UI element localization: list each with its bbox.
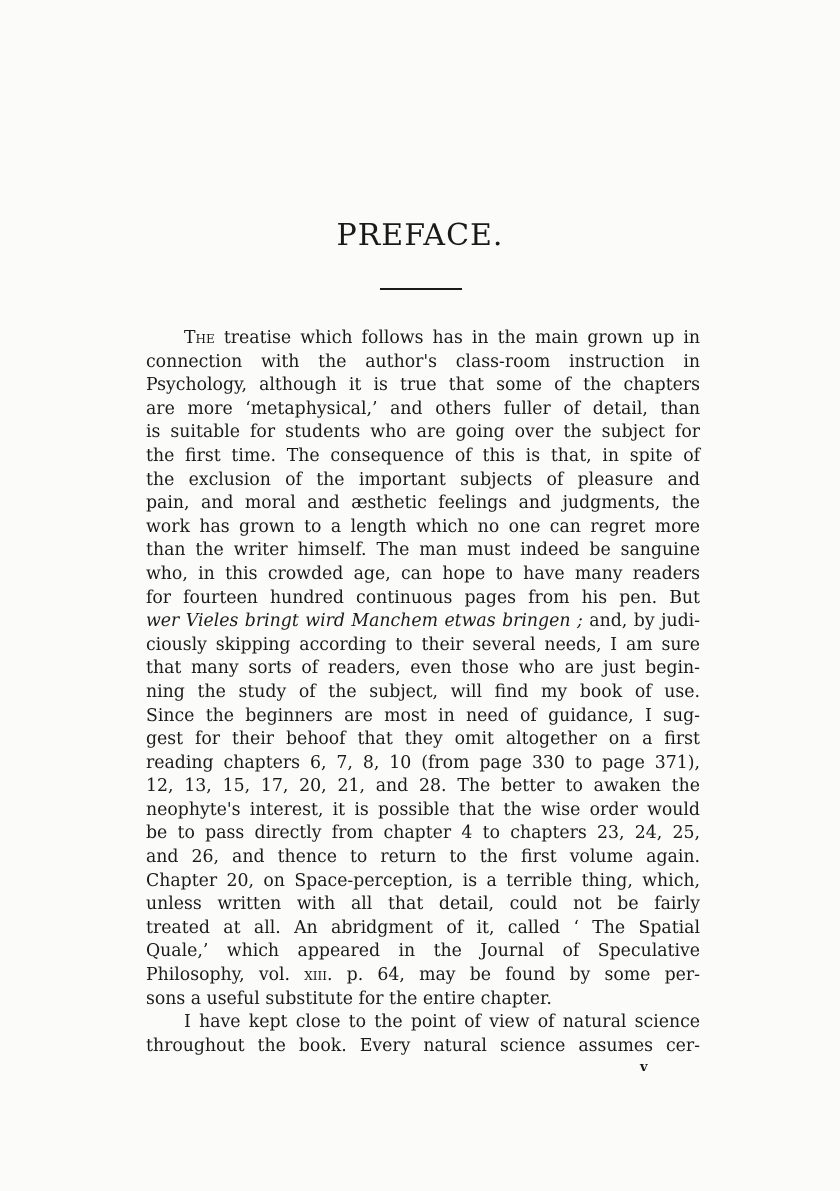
text-line-14: ciously skipping according to their several needs, I am sure [146,634,700,655]
volume-numeral: xiii. [304,965,333,986]
text-line-28: Philosophy, vol. xiii. p. 64, may be found by some per- [146,965,700,986]
text-line-8: pain, and moral and æsthetic feelings and judgments, the [146,493,700,514]
page-number: v [640,1060,648,1075]
text-line-24: Chapter 20, on Space-perception, is a terrible thing, which, [146,870,700,891]
text-line-21: neophyte's interest, it is possible that the wise order would [146,799,700,820]
text-line-15: that many sorts of readers, even those who are just begin- [146,658,700,679]
text-line-31: throughout the book. Every natural science assumes cer- [146,1035,700,1056]
text-line-6: the first time. The consequence of this is that, in spite of [146,445,700,466]
text-line-9: work has grown to a length which no one can regret more [146,516,700,537]
text-line-12: for fourteen hundred continuous pages from his pen. But [146,587,700,608]
text-line-17: Since the beginners are most in need of guidance, I sug- [146,705,700,726]
text-line-30: I have kept close to the point of view of natural science [184,1012,700,1033]
text-line-20: 12, 13, 15, 17, 20, 21, and 28. The better to awaken the [146,776,700,797]
text-line-3: Psychology, although it is true that some of the chapters [146,375,700,396]
text-line-1: The treatise which follows has in the main grown up in [184,328,700,348]
text-line-11: who, in this crowded age, can hope to have many readers [146,563,700,584]
text-line-19: reading chapters 6, 7, 8, 10 (from page 330 to page 371), [146,752,700,773]
text-line-13: wer Vieles bringt wird Manchem etwas bringen ; and, by judi- [146,611,701,632]
text-line-23: and 26, and thence to return to the first volume again. [146,847,700,868]
text-line-10: than the writer himself. The man must indeed be sanguine [146,540,700,561]
text-line-7: the exclusion of the important subjects of pleasure and [146,469,700,490]
preface-body [146,327,700,1058]
text-line-2: connection with the author's class-room instruction in [146,351,700,372]
text-line-4: are more ‘metaphysical,’ and others fuller of detail, than [146,398,700,419]
title-rule [380,288,462,290]
text-line-26: treated at all. An abridgment of it, called ‘ The Spatial [146,917,700,938]
text-line-29: sons a useful substitute for the entire chapter. [146,988,552,1009]
text-line-25: unless written with all that detail, could not be fairly [146,894,700,915]
text-line-22: be to pass directly from chapter 4 to chapters 23, 24, 25, [146,823,700,844]
text-line-16: ning the study of the subject, will find my book of use. [146,681,700,702]
page-title: PREFACE. [336,218,504,253]
text-line-18: gest for their behoof that they omit altogether on a first [146,729,700,750]
text-line-5: is suitable for students who are going over the subject for [146,422,700,443]
first-word: The [184,328,215,348]
german-quotation: wer Vieles bringt wird Manchem etwas bringen ; [146,611,583,632]
text-line-27: Quale,’ which appeared in the Journal of Speculative [146,941,700,962]
